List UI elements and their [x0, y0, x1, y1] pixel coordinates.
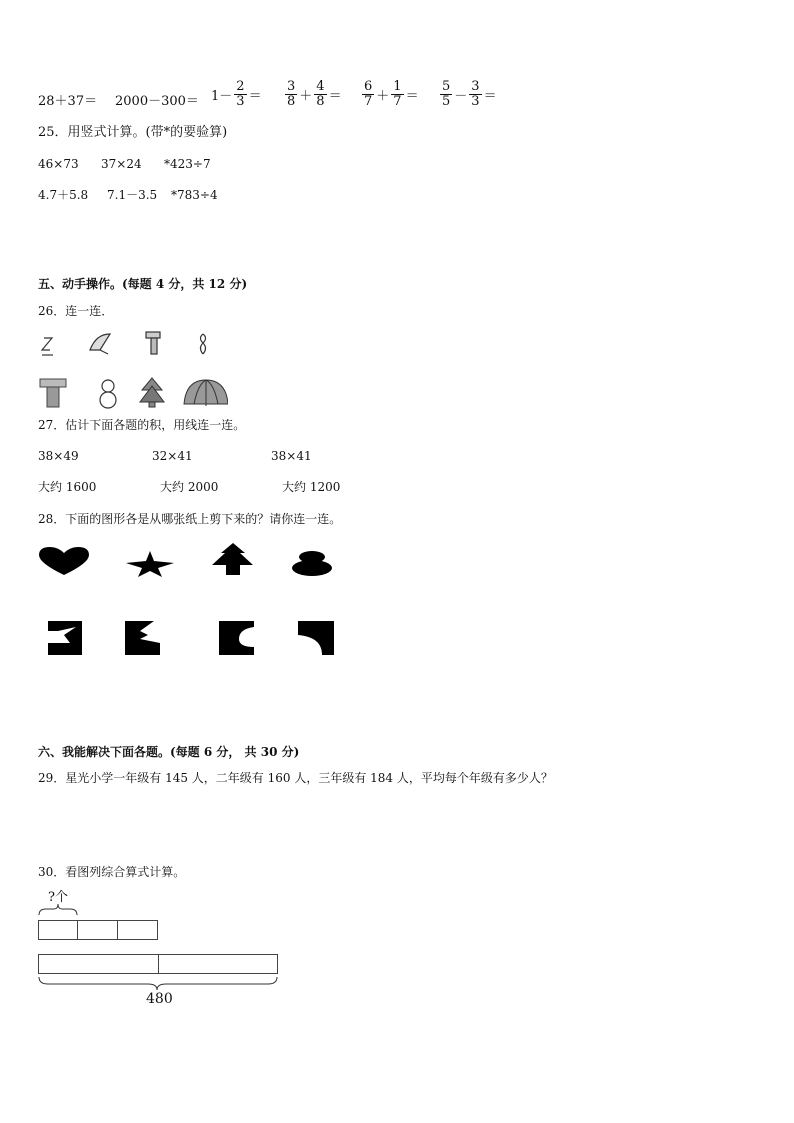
umbrella-side-view-icon: [90, 334, 110, 354]
numerator: 4: [316, 79, 325, 94]
fraction: [391, 80, 403, 109]
umbrella-object-icon: [184, 380, 228, 406]
fraction: [440, 80, 452, 109]
section-6-heading: 六、我能解决下面各题。(每题 6 分， 共 30 分): [38, 745, 300, 759]
q25-item: 7.1－3.5: [107, 188, 158, 202]
operator: －: [454, 89, 468, 104]
tree-object-icon: [140, 378, 164, 407]
estimate-item: 大约 1600: [38, 480, 97, 494]
expr-6: [438, 80, 497, 109]
denominator: 3: [471, 94, 480, 109]
numerator: 2: [236, 79, 245, 94]
cut-paper-1: [48, 621, 82, 655]
fraction: [285, 80, 297, 109]
tree-arrow-shape-icon: [212, 543, 253, 575]
cut-paper-3: [219, 621, 254, 655]
expr-3-post: ＝: [248, 89, 262, 104]
q28-title: 28．下面的图形各是从哪张纸上剪下来的？请你连一连。: [38, 512, 342, 526]
numerator: 6: [364, 79, 373, 94]
operator: ＋: [299, 89, 313, 104]
large-segment: [38, 954, 159, 974]
product-item: 32×41: [152, 449, 193, 463]
cut-paper-2: [125, 621, 160, 655]
denominator: 8: [287, 94, 296, 109]
heart-shape-icon: [39, 547, 89, 575]
expr-3-pre: 1－: [211, 89, 233, 104]
fraction: [314, 80, 326, 109]
expr-4: [283, 80, 342, 109]
bottom-label: 480: [146, 991, 173, 1007]
cut-paper-4: [298, 621, 334, 655]
numerator: 1: [393, 79, 402, 94]
q26-title: 26．连一连．: [38, 304, 114, 318]
star-shape-icon: [126, 551, 174, 577]
small-segment: [77, 920, 118, 940]
small-segment: [117, 920, 158, 940]
estimate-item: 大约 2000: [160, 480, 219, 494]
large-segment: [158, 954, 278, 974]
snowman-side-view-icon: [201, 334, 206, 354]
q25-title: 25．用竖式计算。(带*的要验算): [38, 125, 228, 140]
q30-title: 30．看图列综合算式计算。: [38, 865, 186, 879]
snowman-object-icon: [100, 380, 116, 408]
q28-figures: [36, 543, 342, 663]
expr-3: [211, 80, 262, 109]
q25-item: 37×24: [101, 157, 142, 171]
product-item: 38×41: [271, 449, 312, 463]
equals: ＝: [483, 89, 497, 104]
equals: ＝: [328, 89, 342, 104]
house-side-view-icon: [146, 332, 160, 354]
expr-1: 28＋37＝: [38, 94, 98, 109]
numerator: 5: [442, 79, 451, 94]
bottom-brace-icon: [36, 975, 282, 991]
estimate-item: 大约 1200: [282, 480, 341, 494]
fraction: [362, 80, 374, 109]
section-5-heading: 五、动手操作。(每题 4 分，共 12 分): [38, 277, 248, 291]
q25-item: *783÷4: [171, 188, 218, 202]
operator: ＋: [376, 89, 390, 104]
denominator: 5: [442, 94, 451, 109]
product-item: 38×49: [38, 449, 79, 463]
q27-title: 27．估计下面各题的积，用线连一连。: [38, 418, 246, 432]
house-object-icon: [40, 379, 66, 407]
small-segment: [38, 920, 78, 940]
numerator: 3: [287, 79, 296, 94]
zigzag-view-icon: [42, 338, 53, 355]
expr-5: [360, 80, 419, 109]
top-brace-icon: [36, 902, 86, 916]
denominator: 7: [393, 94, 402, 109]
q25-item: *423÷7: [164, 157, 211, 171]
denominator: 3: [236, 94, 245, 109]
q29-text: 29．星光小学一年级有 145 人，二年级有 160 人，三年级有 184 人，平均每个年级有多少人？: [38, 771, 553, 785]
numerator: 3: [471, 79, 480, 94]
q26-figures: [38, 328, 228, 410]
q25-item: 4.7＋5.8: [38, 188, 89, 202]
expr-2: 2000－300＝: [115, 94, 199, 109]
fraction: [469, 80, 481, 109]
q24-row: [38, 80, 518, 120]
hat-shape-icon: [292, 551, 332, 576]
denominator: 8: [316, 94, 325, 109]
top-label: ?个: [48, 890, 68, 905]
equals: ＝: [405, 89, 419, 104]
q25-item: 46×73: [38, 157, 79, 171]
fraction: [234, 80, 246, 109]
denominator: 7: [364, 94, 373, 109]
